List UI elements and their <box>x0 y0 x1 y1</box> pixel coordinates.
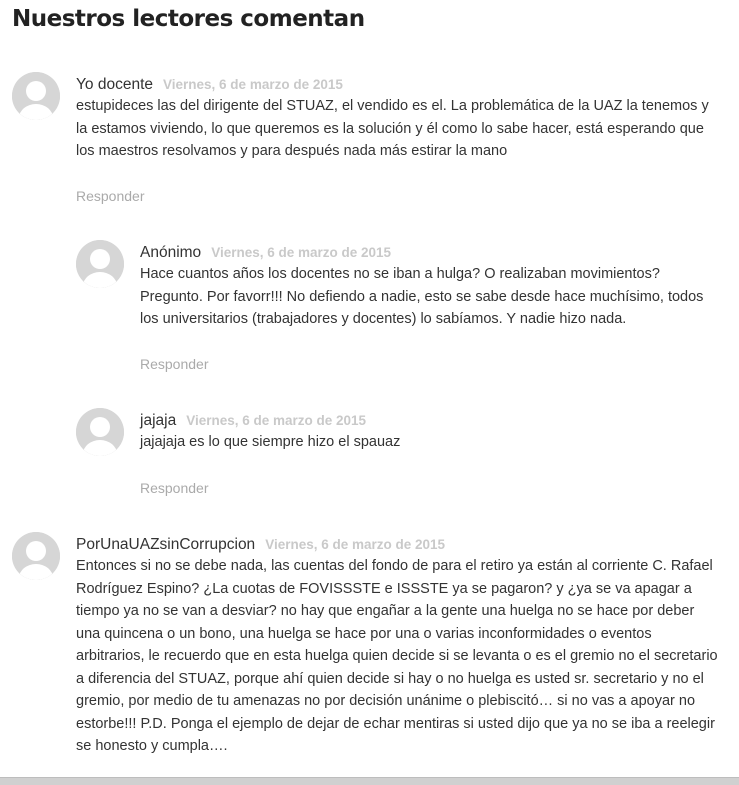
section-title: Nuestros lectores comentan <box>12 6 365 32</box>
comment-body <box>140 240 703 331</box>
comment-author: Anónimo <box>140 244 202 261</box>
comment-date: Viernes, 6 de marzo de 2015 <box>163 77 343 92</box>
comment-date: Viernes, 6 de marzo de 2015 <box>186 413 367 428</box>
comment-item <box>12 532 732 772</box>
comment-text: Entonces si no se debe nada, las cuentas del fondo de para el retiro ya están al corriente C. Rafael Rodríguez Espino? ¿La cuotas de FOVISSSTE e ISSSTE ya se pagaron? y ¿ya se va apagar a tiempo ya no se van a desviar? no hay que engañar a la gente una huelga no se hace por deber una quincena o un bono, una huelga se hace por una o varias inconformidades o eventos arbitrarios, le recuerdo que en esta huelga quien decide si se levanta o es el gremio no el secretario a diferencia del STUAZ, porque ahí quien decide si hay o no huelga es usted sr. secretario y no el gremio, por medio de tu amenazas no por decisión unánime o plebiscitó… si no vas a apoyar no estorbe!!! P.D. Ponga el ejemplo de dejar de echar mentiras si usted dijo que ya no se iba a reelegir se honesto y cumpla…. <box>76 558 718 754</box>
comment-text: estupideces las del dirigente del STUAZ, el vendido es el. La problemática de la UAZ la tenemos y la estamos viviendo, lo que queremos es la solución y él como lo sabe hacer, está esperando que los maestros resolvamos y para después nada más estirar la mano <box>76 98 709 159</box>
default-avatar-icon <box>12 72 60 120</box>
comment-body <box>76 532 718 758</box>
comment-body <box>140 408 400 454</box>
comment-date: Viernes, 6 de marzo de 2015 <box>211 245 392 260</box>
comment-author: jajaja <box>140 412 177 429</box>
comment-text: Hace cuantos años los docentes no se iban a hulga? O realizaban movimientos? Pregunto. Por favorr!!! No defiendo a nadie, esto se sabe desde hace muchísimo, todos los universitarios (trabajadores y docentes) lo sabíamos. Y nadie hizo nada. <box>140 266 704 327</box>
comment-author: PorUnaUAZsinCorrupcion <box>76 536 256 553</box>
default-avatar-icon <box>76 408 124 456</box>
comment-author: Yo docente <box>76 76 154 93</box>
comment-item <box>76 408 736 508</box>
comment-body <box>76 72 709 163</box>
default-avatar-icon <box>12 532 60 580</box>
comment-date: Viernes, 6 de marzo de 2015 <box>265 537 446 552</box>
reply-button[interactable]: Responder <box>140 480 209 496</box>
reply-button[interactable]: Responder <box>140 356 209 372</box>
bottom-divider-bar <box>0 777 739 785</box>
comment-item <box>12 72 732 212</box>
reply-button[interactable]: Responder <box>76 188 145 204</box>
default-avatar-icon <box>76 240 124 288</box>
comment-item <box>76 240 736 380</box>
comment-text: jajajaja es lo que siempre hizo el spauaz <box>140 434 401 450</box>
